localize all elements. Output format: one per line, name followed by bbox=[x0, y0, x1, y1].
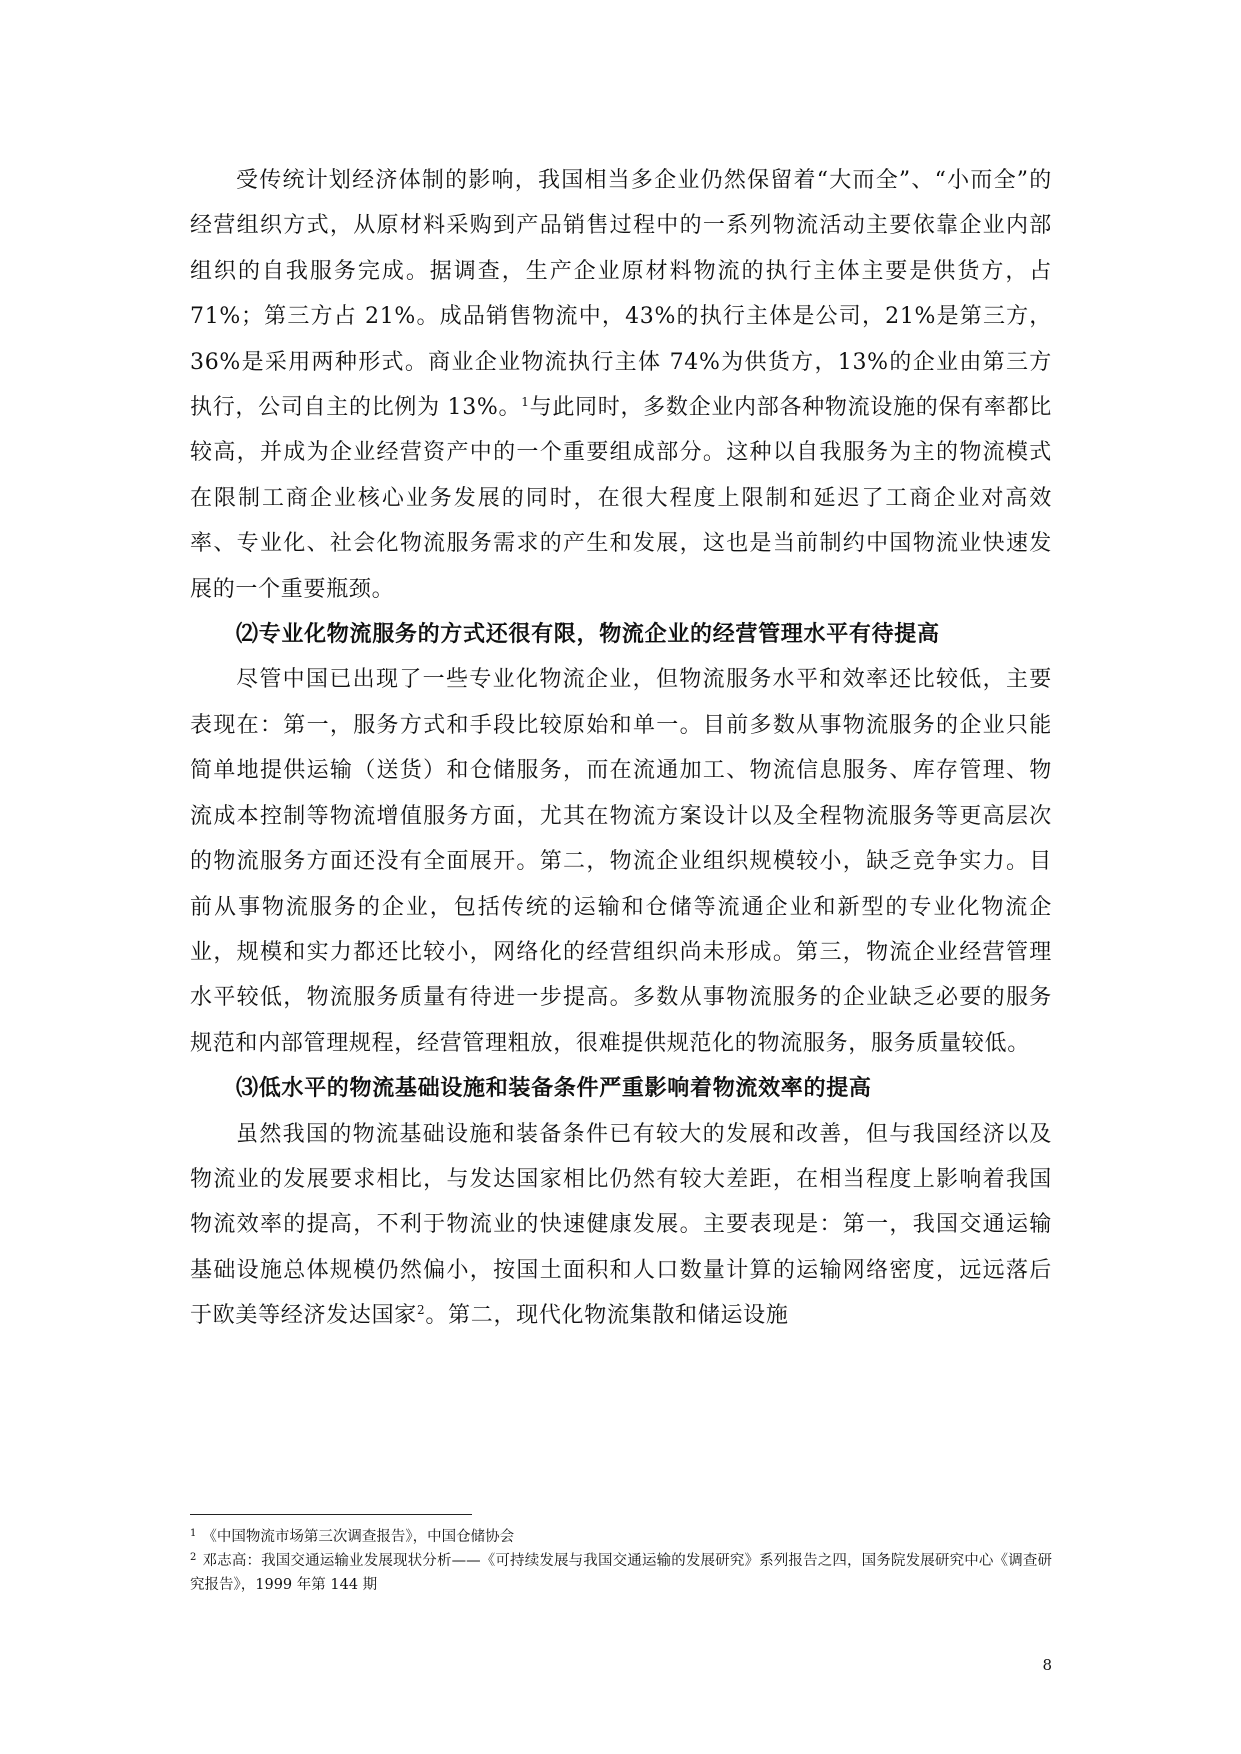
page-number: 8 bbox=[1042, 1656, 1052, 1674]
footnote-2 bbox=[190, 1549, 1052, 1597]
body-text bbox=[190, 158, 1052, 1339]
footnotes bbox=[190, 1525, 1052, 1597]
footnote-1-text: 《中国物流市场第三次调查报告》，中国仓储协会 bbox=[202, 1529, 515, 1545]
footnote-1 bbox=[190, 1525, 1052, 1549]
section-heading-2: ⑵专业化物流服务的方式还很有限，物流企业的经营管理水平有待提高 bbox=[236, 621, 940, 648]
paragraph-3-text-a: 虽然我国的物流基础设施和装备条件已有较大的发展和改善，但与我国经济以及物流业的发展要求相比，与发达国家相比仍然有较大差距，在相当程度上影响着我国物流效率的提高，不利于物流业的快速健康发展。主要表现是：第一，我国交通运输基础设施总体规模仍然偏小，按国土面积和人口数量计算的运输网络密度，远远落后于欧美等经济发达国家 bbox=[190, 1121, 1052, 1329]
footnote-separator bbox=[190, 1514, 472, 1515]
paragraph-3-text-b: 。第二，现代化物流集散和储运设施 bbox=[425, 1303, 789, 1329]
paragraph-2: 尽管中国已出现了一些专业化物流企业，但物流服务水平和效率还比较低，主要表现在：第一，服务方式和手段比较原始和单一。目前多数从事物流服务的企业只能简单地提供运输（送货）和仓储服务，而在流通加工、物流信息服务、库存管理、物流成本控制等物流增值服务方面，尤其在物流方案设计以及全程物流服务等更高层次的物流服务方面还没有全面展开。第二，物流企业组织规模较小，缺乏竞争实力。目前从事物流服务的企业，包括传统的运输和仓储等流通企业和新型的专业化物流企业，规模和实力都还比较小，网络化的经营组织尚未形成。第三，物流企业经营管理水平较低，物流服务质量有待进一步提高。多数从事物流服务的企业缺乏必要的服务规范和内部管理规程，经营管理粗放，很难提供规范化的物流服务，服务质量较低。 bbox=[190, 667, 1052, 1056]
paragraph-1 bbox=[190, 158, 1052, 612]
section-heading-3: ⑶低水平的物流基础设施和装备条件严重影响着物流效率的提高 bbox=[236, 1075, 872, 1102]
footnote-ref-1[interactable]: 1 bbox=[521, 395, 530, 410]
paragraph-1-text-a: 受传统计划经济体制的影响，我国相当多企业仍然保留着“大而全”、“小而全”的经营组织方式，从原材料采购到产品销售过程中的一系列物流活动主要依靠企业内部组织的自我服务完成。据调查，生产企业原材料物流的执行主体主要是供货方，占 71%；第三方占 21%。成品销售物流中，43%的执行主体是公司，21%是第三方，36%是采用两种形式。商业企业物流执行主体 74%为供货方，13%的企业由第三方执行，公司自主的比例为 13%。 bbox=[190, 168, 1052, 421]
footnote-2-text: 邓志高：我国交通运输业发展现状分析——《可持续发展与我国交通运输的发展研究》系列报告之四，国务院发展研究中心《调查研究报告》，1999 年第 144 期 bbox=[190, 1553, 1052, 1593]
footnote-2-mark: 2 bbox=[190, 1552, 197, 1563]
footnote-1-mark: 1 bbox=[190, 1528, 197, 1539]
paragraph-3 bbox=[190, 1112, 1052, 1339]
paragraph-1-text-b: 与此同时，多数企业内部各种物流设施的保有率都比较高，并成为企业经营资产中的一个重要组成部分。这种以自我服务为主的物流模式在限制工商企业核心业务发展的同时，在很大程度上限制和延迟了工商企业对高效率、专业化、社会化物流服务需求的产生和发展，这也是当前制约中国物流业快速发展的一个重要瓶颈。 bbox=[190, 395, 1052, 602]
footnote-ref-2[interactable]: 2 bbox=[417, 1303, 426, 1318]
